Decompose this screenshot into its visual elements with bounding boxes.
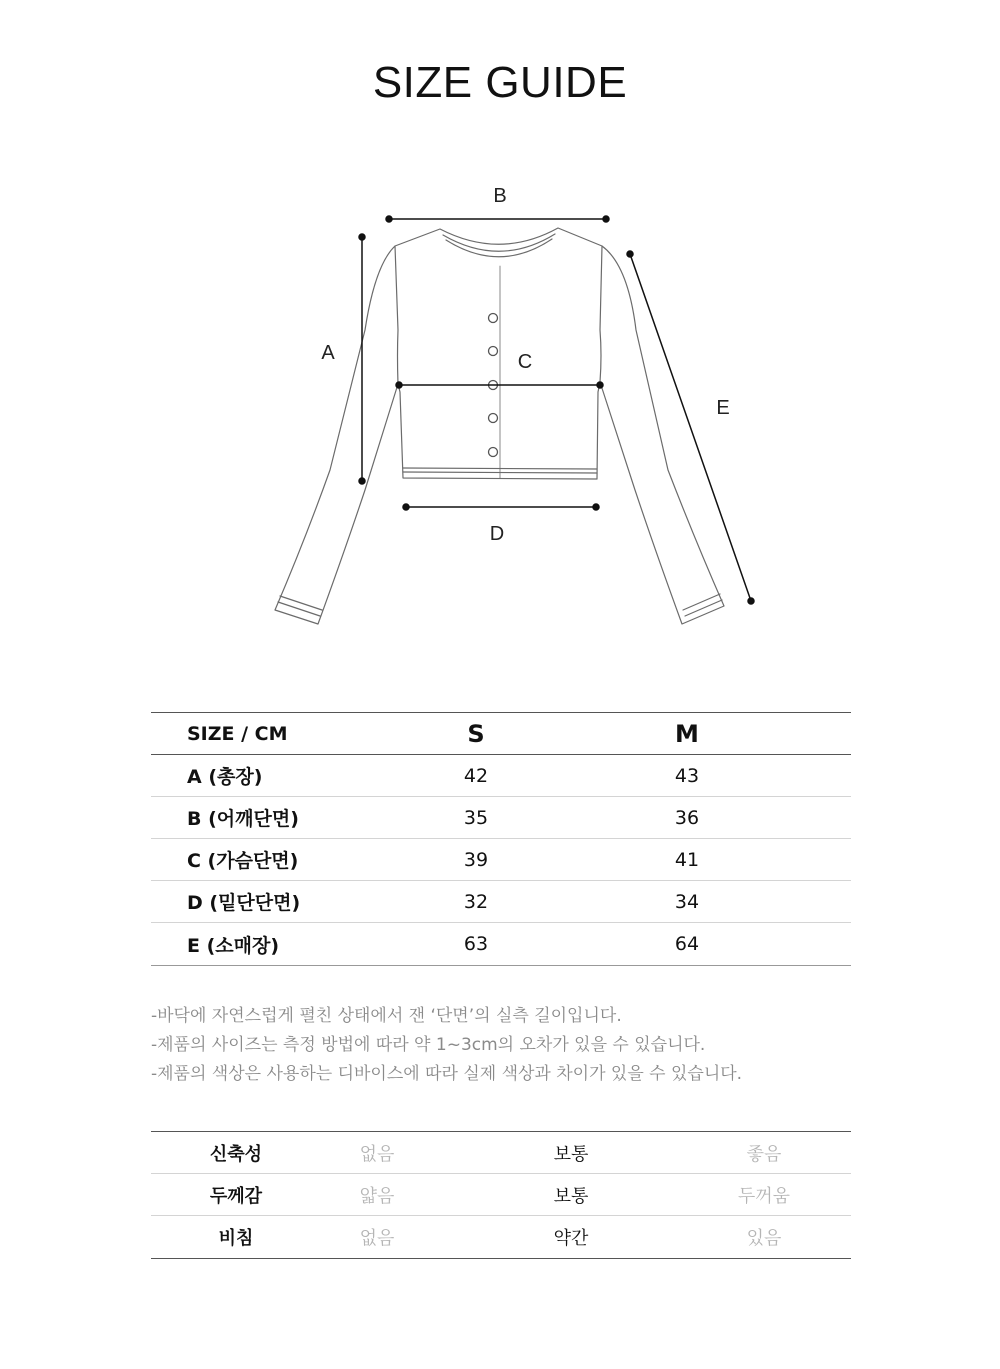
row-label: A (총장) (187, 766, 263, 788)
feel-option-selected: 보통 (553, 1185, 589, 1207)
row-label: D (밑단단면) (187, 892, 301, 914)
measure-line-e (630, 254, 751, 601)
feel-option: 없음 (359, 1143, 395, 1165)
feel-option: 좋음 (746, 1143, 782, 1165)
value-s: 42 (463, 764, 489, 787)
label-c: C (517, 351, 533, 373)
row-label: E (소매장) (187, 934, 280, 957)
feel-label: 두께감 (209, 1185, 263, 1207)
right-sleeve (600, 246, 724, 624)
garment-diagram (0, 170, 1000, 640)
value-s: 32 (463, 890, 489, 913)
feel-option: 있음 (746, 1228, 782, 1249)
table-row (151, 839, 851, 881)
measurement-notes (151, 1002, 871, 1089)
button-5 (489, 448, 498, 457)
value-m: 41 (674, 848, 700, 871)
table-row (151, 923, 851, 965)
table-row (151, 881, 851, 923)
button-4 (489, 414, 498, 423)
label-e: E (716, 397, 730, 419)
value-s: 35 (463, 806, 489, 829)
table-row (151, 797, 851, 839)
button-1 (489, 314, 498, 323)
page-title: SIZE GUIDE (372, 58, 628, 107)
body-outline (395, 228, 602, 479)
note-text: -바닥에 자연스럽게 펼친 상태에서 잰 ‘단면’의 실측 길이입니다. (151, 1006, 622, 1026)
table-row (151, 1216, 851, 1258)
label-a: A (321, 342, 335, 364)
value-m: 43 (674, 764, 700, 787)
value-s: 39 (463, 848, 489, 871)
value-m: 64 (674, 933, 700, 955)
feel-option-selected: 약간 (553, 1228, 589, 1249)
feel-label: 비침 (218, 1228, 254, 1249)
cardigan-sketch (0, 170, 1000, 640)
feel-label: 신축성 (209, 1143, 263, 1165)
fabric-feel-table (151, 1131, 851, 1259)
header-size-m: M (675, 719, 699, 748)
feel-option: 없음 (359, 1228, 395, 1249)
feel-option: 두꺼움 (737, 1185, 791, 1207)
value-s: 63 (463, 933, 489, 955)
label-d: D (489, 523, 505, 545)
row-label: B (어깨단면) (187, 808, 299, 830)
table-row (151, 755, 851, 797)
table-row (151, 1132, 851, 1174)
left-sleeve (275, 246, 398, 624)
value-m: 34 (674, 890, 700, 913)
value-m: 36 (674, 806, 700, 829)
feel-option: 얇음 (359, 1185, 395, 1207)
header-label: SIZE / CM (187, 722, 288, 745)
header-size-s: S (467, 719, 485, 748)
size-table-header (151, 713, 851, 755)
note-text: -제품의 색상은 사용하는 디바이스에 따라 실제 색상과 차이가 있을 수 있습니다. (151, 1064, 743, 1084)
label-b: B (493, 185, 507, 207)
note-text: -제품의 사이즈는 측정 방법에 따라 약 1~3cm의 오차가 있을 수 있습니다. (151, 1035, 706, 1055)
table-row (151, 1174, 851, 1216)
hem-trim (403, 468, 597, 469)
size-table (151, 712, 851, 966)
row-label: C (가슴단면) (187, 850, 299, 872)
button-2 (489, 347, 498, 356)
feel-option-selected: 보통 (553, 1143, 589, 1165)
